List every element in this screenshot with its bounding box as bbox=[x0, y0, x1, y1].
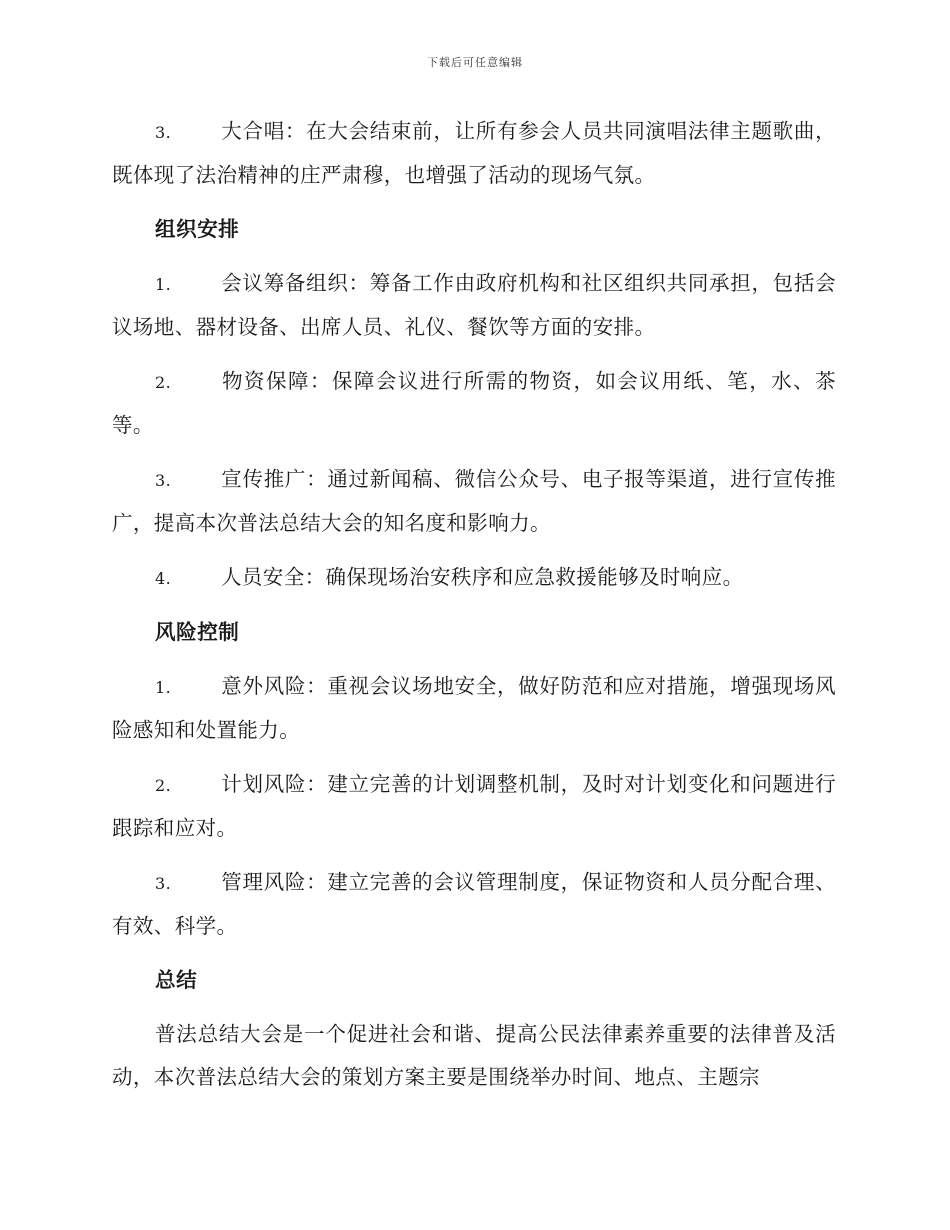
list-item bbox=[112, 360, 836, 447]
item-text: 会议筹备组织：筹备工作由政府机构和社区组织共同承担，包括会议场地、器材设备、出席人员、礼仪、餐饮等方面的安排。 bbox=[112, 271, 836, 339]
body-paragraph: 普法总结大会是一个促进社会和谐、提高公民法律素养重要的法律普及活动，本次普法总结大会的策划方案主要是围绕举办时间、地点、主题宗 bbox=[112, 1022, 836, 1089]
item-number: 3. bbox=[155, 123, 172, 142]
item-number: 1. bbox=[155, 275, 172, 294]
item-number: 4. bbox=[155, 569, 172, 588]
item-text: 计划风险：建立完善的计划调整机制，及时对计划变化和问题进行跟踪和应对。 bbox=[112, 772, 836, 840]
item-text: 管理风险：建立完善的会议管理制度，保证物资和人员分配合理、有效、科学。 bbox=[112, 870, 836, 938]
item-text: 物资保障：保障会议进行所需的物资，如会议用纸、笔，水、茶等。 bbox=[112, 369, 836, 437]
item-number: 2. bbox=[155, 373, 172, 392]
item-number: 3. bbox=[155, 471, 172, 490]
list-item bbox=[112, 458, 836, 545]
list-item bbox=[112, 262, 836, 349]
section-heading: 组织安排 bbox=[155, 217, 240, 241]
item-text: 大合唱：在大会结束前，让所有参会人员共同演唱法律主题歌曲，既体现了法治精神的庄严肃穆，也增强了活动的现场气氛。 bbox=[112, 119, 836, 187]
item-text: 意外风险：重视会议场地安全，做好防范和应对措施，增强现场风险感知和处置能力。 bbox=[112, 674, 836, 742]
section-heading: 总结 bbox=[155, 968, 198, 992]
item-text: 宣传推广：通过新闻稿、微信公众号、电子报等渠道，进行宣传推广，提高本次普法总结大会的知名度和影响力。 bbox=[112, 467, 836, 535]
item-number: 3. bbox=[155, 874, 172, 893]
document-body bbox=[112, 110, 836, 1110]
list-item bbox=[112, 665, 836, 752]
list-item bbox=[112, 763, 836, 850]
item-number: 1. bbox=[155, 678, 172, 697]
header-note: 下载后可任意编辑 bbox=[427, 56, 523, 69]
section-heading: 风险控制 bbox=[155, 620, 240, 644]
item-number: 2. bbox=[155, 776, 172, 795]
list-item bbox=[112, 861, 836, 948]
item-text: 人员安全：确保现场治安秩序和应急救援能够及时响应。 bbox=[221, 565, 744, 589]
list-item bbox=[112, 556, 836, 600]
list-item bbox=[112, 110, 836, 197]
